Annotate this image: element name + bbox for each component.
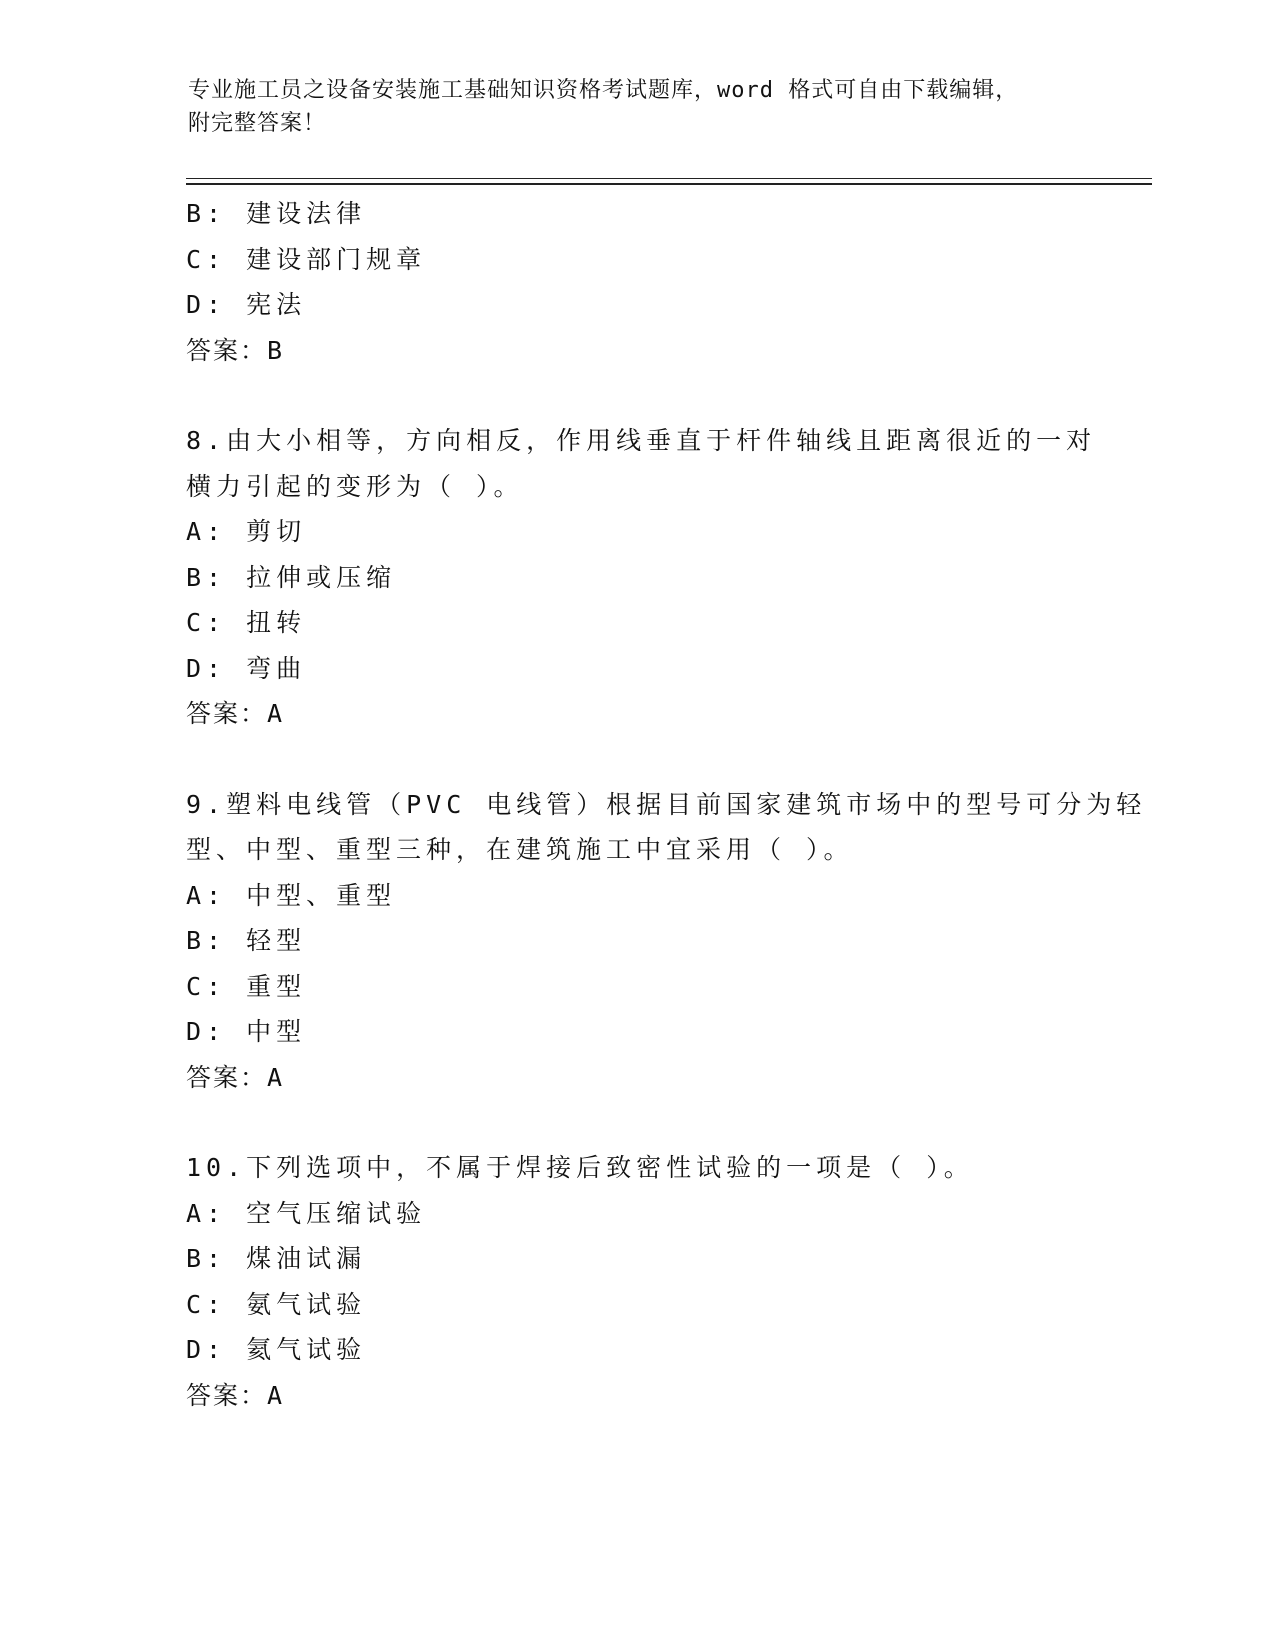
option-d: D: 氦气试验 — [186, 1335, 367, 1364]
question-text-line-2: 型、中型、重型三种，在建筑施工中宜采用（ ）。 — [186, 835, 854, 864]
option-b: B: 拉伸或压缩 — [186, 562, 397, 592]
option-a: A: 空气压缩试验 — [186, 1198, 427, 1228]
option-c: C: 氨气试验 — [186, 1289, 367, 1319]
option-b: B: 建设法律 — [186, 199, 367, 228]
option-c: C: 重型 — [186, 971, 307, 1001]
answer: 答案：A — [186, 1062, 285, 1092]
option-a: A: 剪切 — [186, 517, 307, 546]
question-8 — [186, 418, 1097, 737]
option-c: C: 建设部门规章 — [186, 244, 427, 274]
answer: 答案：B — [186, 335, 285, 365]
question-10 — [186, 1145, 1086, 1418]
option-b: B: 轻型 — [186, 926, 307, 955]
question-text-line-1: 9.塑料电线管（PVC 电线管）根据目前国家建筑市场中的型号可分为轻 — [186, 789, 1147, 819]
spacer — [186, 737, 1086, 782]
answer: 答案：A — [186, 1380, 285, 1410]
header-divider-thick — [186, 183, 1152, 185]
question-content — [186, 191, 1147, 1418]
question-9 — [186, 782, 1147, 1101]
option-c: C: 扭转 — [186, 608, 307, 637]
spacer — [186, 373, 1086, 418]
answer: 答案：A — [186, 699, 285, 728]
option-b: B: 煤油试漏 — [186, 1244, 367, 1273]
question-text-line-1: 10.下列选项中，不属于焊接后致密性试验的一项是（ ）。 — [186, 1153, 974, 1182]
spacer — [186, 1100, 1086, 1145]
option-d: D: 宪法 — [186, 290, 307, 319]
option-d: D: 弯曲 — [186, 653, 307, 683]
header-line-2: 附完整答案！ — [188, 111, 327, 136]
question-7-continued — [186, 191, 1086, 373]
header-divider-thin — [186, 178, 1152, 179]
question-text-line-2: 横力引起的变形为（ ）。 — [186, 471, 524, 501]
option-a: A: 中型、重型 — [186, 880, 397, 910]
question-text-line-1: 8.由大小相等，方向相反，作用线垂直于杆件轴线且距离很近的一对 — [186, 426, 1097, 455]
header-line-1: 专业施工员之设备安装施工基础知识资格考试题库，word 格式可自由下载编辑， — [188, 78, 1019, 103]
option-d: D: 中型 — [186, 1017, 307, 1046]
document-header — [188, 74, 1088, 140]
